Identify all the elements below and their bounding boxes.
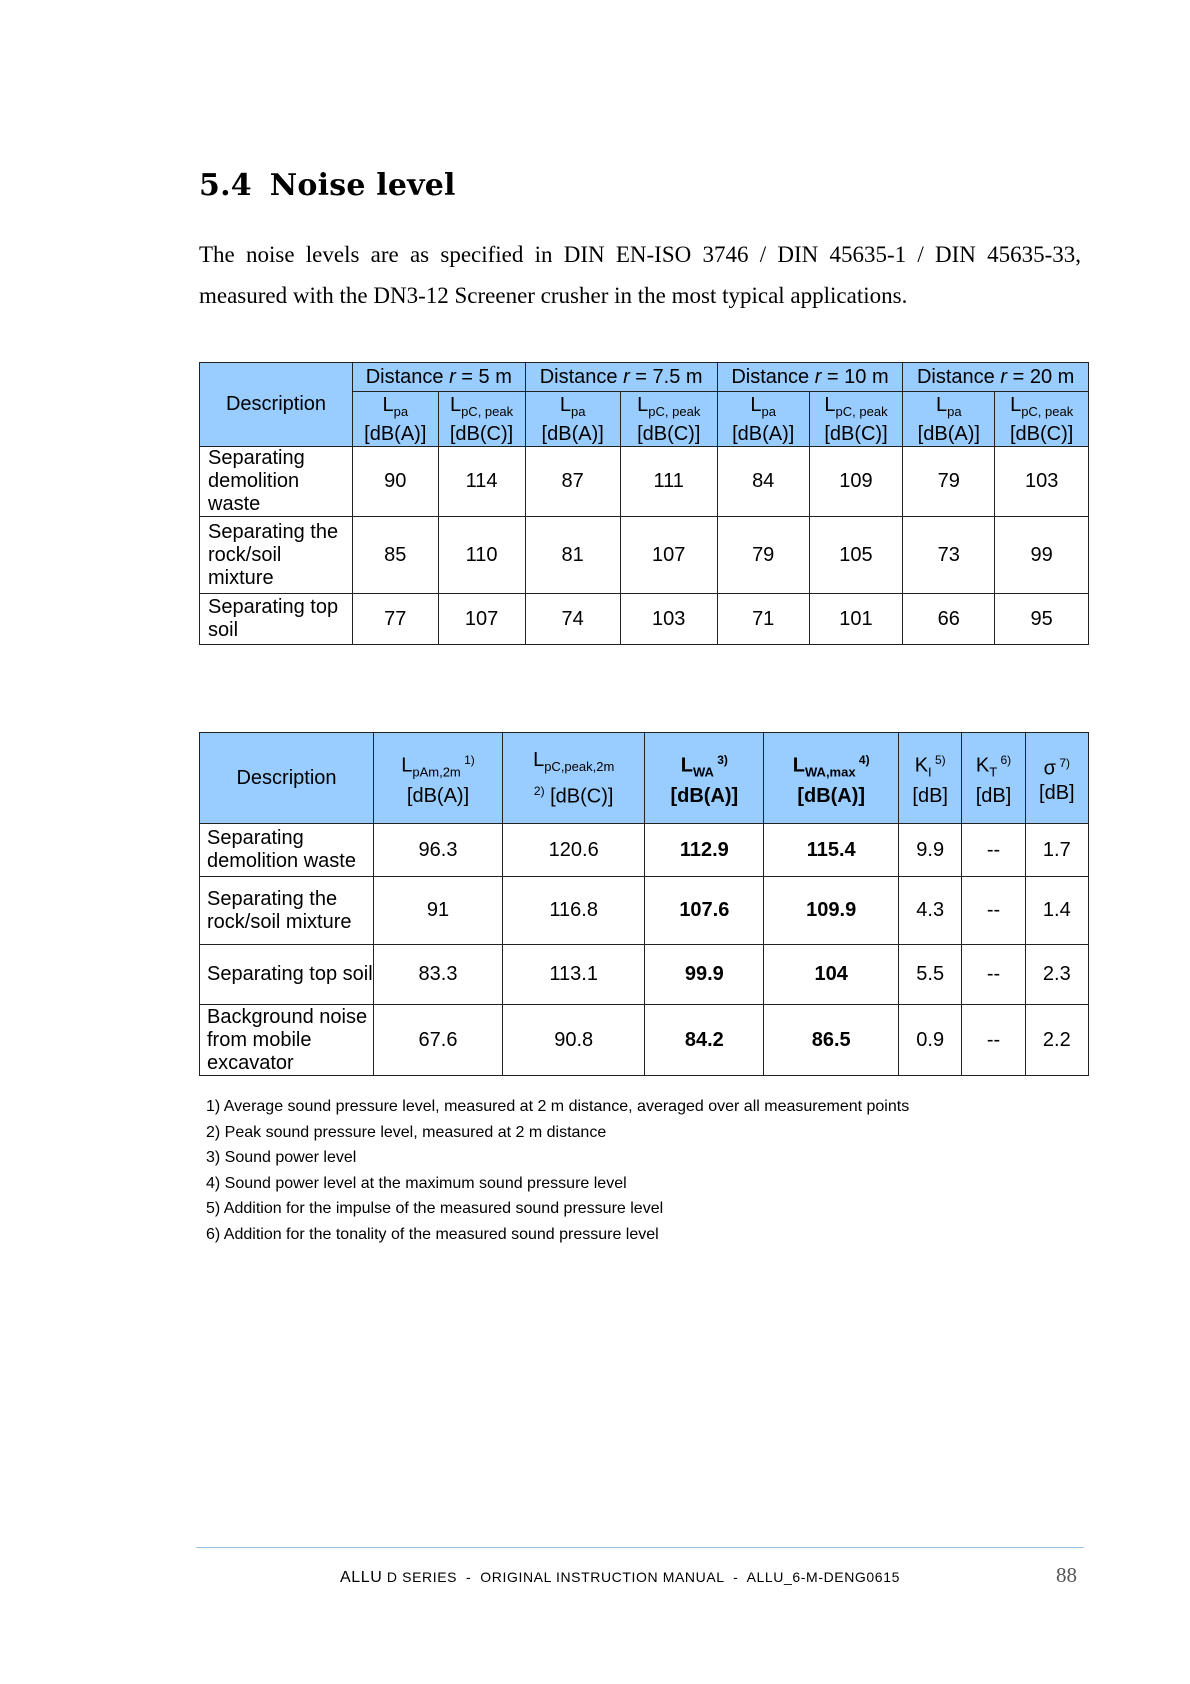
table-row xyxy=(200,447,1089,517)
page-number: 88 xyxy=(1056,1563,1077,1587)
table-row xyxy=(200,877,1089,945)
lpa-header: $L_{pa}$ [dB(A)] xyxy=(903,392,995,447)
footnote: 3) Sound power level xyxy=(206,1149,357,1166)
table-cell: 105 xyxy=(809,517,903,594)
footer-brand: ALLU xyxy=(340,1569,383,1586)
description-header: Description xyxy=(200,363,353,447)
lpa-header: $L_{pa}$ [dB(A)] xyxy=(717,392,809,447)
table-cell: 99.9 xyxy=(645,945,764,1005)
table-cell: 84 xyxy=(717,447,809,517)
table-cell: 2.2 xyxy=(1025,1005,1088,1076)
table-cell: 112.9 xyxy=(645,824,764,877)
table-cell: 84.2 xyxy=(645,1005,764,1076)
table-row xyxy=(200,824,1089,877)
table-cell: 104 xyxy=(764,945,899,1005)
table-cell: 109 xyxy=(809,447,903,517)
table-cell: 95 xyxy=(995,594,1089,645)
table-cell: 4.3 xyxy=(899,877,962,945)
table-cell: 77 xyxy=(353,594,439,645)
lwa-header: $L_{WA}$ $^{3)}$ [dB(A)] xyxy=(645,733,764,824)
table-cell: 101 xyxy=(809,594,903,645)
row-label: Separating the rock/soil mixture xyxy=(200,877,374,945)
table-cell: 90.8 xyxy=(503,1005,645,1076)
footer-manual-id: D SERIES - ORIGINAL INSTRUCTION MANUAL - ALLU_6-M-DENG0615 xyxy=(382,1569,900,1585)
sound-power-table xyxy=(199,732,1089,1076)
row-label: Separating demolition waste xyxy=(200,447,353,517)
table-cell: 66 xyxy=(903,594,995,645)
table-cell: 2.3 xyxy=(1025,945,1088,1005)
distance-header: Distance r = 10 m xyxy=(717,363,903,392)
lpc-peak-header: $L_{pC, peak}$ [dB(C)] xyxy=(809,392,903,447)
table-cell: 110 xyxy=(438,517,525,594)
table-cell: 87 xyxy=(525,447,620,517)
section-title: Noise level xyxy=(269,168,456,203)
table-cell: 114 xyxy=(438,447,525,517)
table-row xyxy=(200,517,1089,594)
distance-header: Distance r = 5 m xyxy=(353,363,526,392)
table-cell: 115.4 xyxy=(764,824,899,877)
table-cell: 79 xyxy=(903,447,995,517)
footnote: 1) Average sound pressure level, measured at 2 m distance, averaged over all measurement points xyxy=(206,1098,910,1115)
table-cell: 109.9 xyxy=(764,877,899,945)
distance-header: Distance r = 7.5 m xyxy=(525,363,717,392)
row-label: Separating top soil xyxy=(200,945,374,1005)
sigma-header: σ $^{7)}$ [dB] xyxy=(1025,733,1088,824)
table-cell: 107 xyxy=(438,594,525,645)
footnote: 6) Addition for the tonality of the measured sound pressure level xyxy=(206,1225,659,1243)
section-number: 5.4 xyxy=(199,168,252,203)
distance-noise-table xyxy=(199,362,1089,645)
table-cell: 85 xyxy=(353,517,439,594)
table-cell: 90 xyxy=(353,447,439,517)
table-cell: 5.5 xyxy=(899,945,962,1005)
table-cell: 0.9 xyxy=(899,1005,962,1076)
footer-text xyxy=(340,1569,900,1587)
table-cell: 86.5 xyxy=(764,1005,899,1076)
table-cell: 103 xyxy=(620,594,717,645)
distance-header: Distance r = 20 m xyxy=(903,363,1089,392)
table-cell: -- xyxy=(962,824,1025,877)
lpc-peak-header: $L_{pC, peak}$ [dB(C)] xyxy=(620,392,717,447)
table-cell: 91 xyxy=(374,877,503,945)
lpc-peak-header: $L_{pC, peak}$ [dB(C)] xyxy=(995,392,1089,447)
table-cell: 73 xyxy=(903,517,995,594)
table-cell: -- xyxy=(962,1005,1025,1076)
table-cell: 107 xyxy=(620,517,717,594)
lwa-max-header: $L_{WA,max}$ $^{4)}$ [dB(A)] xyxy=(764,733,899,824)
table-cell: 116.8 xyxy=(503,877,645,945)
table-cell: 1.7 xyxy=(1025,824,1088,877)
table-cell: 71 xyxy=(717,594,809,645)
table-cell: -- xyxy=(962,945,1025,1005)
row-label: Separating the rock/soil mixture xyxy=(200,517,353,594)
kt-header: $K_T$ $^{6)}$ [dB] xyxy=(962,733,1025,824)
table-cell: 81 xyxy=(525,517,620,594)
table-cell: 79 xyxy=(717,517,809,594)
lpc-peak-header: $L_{pC, peak}$ [dB(C)] xyxy=(438,392,525,447)
table-cell: 120.6 xyxy=(503,824,645,877)
table-row xyxy=(200,945,1089,1005)
table-cell: 107.6 xyxy=(645,877,764,945)
table-cell: -- xyxy=(962,877,1025,945)
table-cell: 1.4 xyxy=(1025,877,1088,945)
intro-paragraph: The noise levels are as specified in DIN EN-ISO 3746 / DIN 45635-1 / DIN 45635-33, measured with the DN3-12 Screener crusher in the most typical applications. xyxy=(199,242,1081,308)
row-label: Separating demolition waste xyxy=(200,824,374,877)
table-cell: 74 xyxy=(525,594,620,645)
footnote: 2) Peak sound pressure level, measured at 2 m distance xyxy=(206,1123,607,1141)
table-row xyxy=(200,594,1089,645)
lpa-header: $L_{pa}$ [dB(A)] xyxy=(525,392,620,447)
table-cell: 96.3 xyxy=(374,824,503,877)
table-cell: 67.6 xyxy=(374,1005,503,1076)
row-label: Separating top soil xyxy=(200,594,353,645)
description-header: Description xyxy=(200,733,374,824)
footnote: 5) Addition for the impulse of the measured sound pressure level xyxy=(206,1200,664,1217)
table-cell: 83.3 xyxy=(374,945,503,1005)
footnotes xyxy=(206,1094,909,1247)
table-cell: 103 xyxy=(995,447,1089,517)
footnote: 4) Sound power level at the maximum sound pressure level xyxy=(206,1174,627,1192)
lpc-peak-2m-header: $L_{pC,peak,2m}$ $^{2)}$ [dB(C)] xyxy=(503,733,645,824)
table-row xyxy=(200,1005,1089,1076)
row-label: Background noise from mobile excavator xyxy=(200,1005,374,1076)
table-cell: 99 xyxy=(995,517,1089,594)
footer-divider xyxy=(196,1547,1084,1548)
section-heading xyxy=(199,168,456,203)
lpam-2m-header: $L_{pAm,2m}$ $^{1)}$ [dB(A)] xyxy=(374,733,503,824)
table-cell: 9.9 xyxy=(899,824,962,877)
table-cell: 111 xyxy=(620,447,717,517)
ki-header: $K_I$ $^{5)}$ [dB] xyxy=(899,733,962,824)
lpa-header: $L_{pa}$ [dB(A)] xyxy=(353,392,439,447)
table-cell: 113.1 xyxy=(503,945,645,1005)
